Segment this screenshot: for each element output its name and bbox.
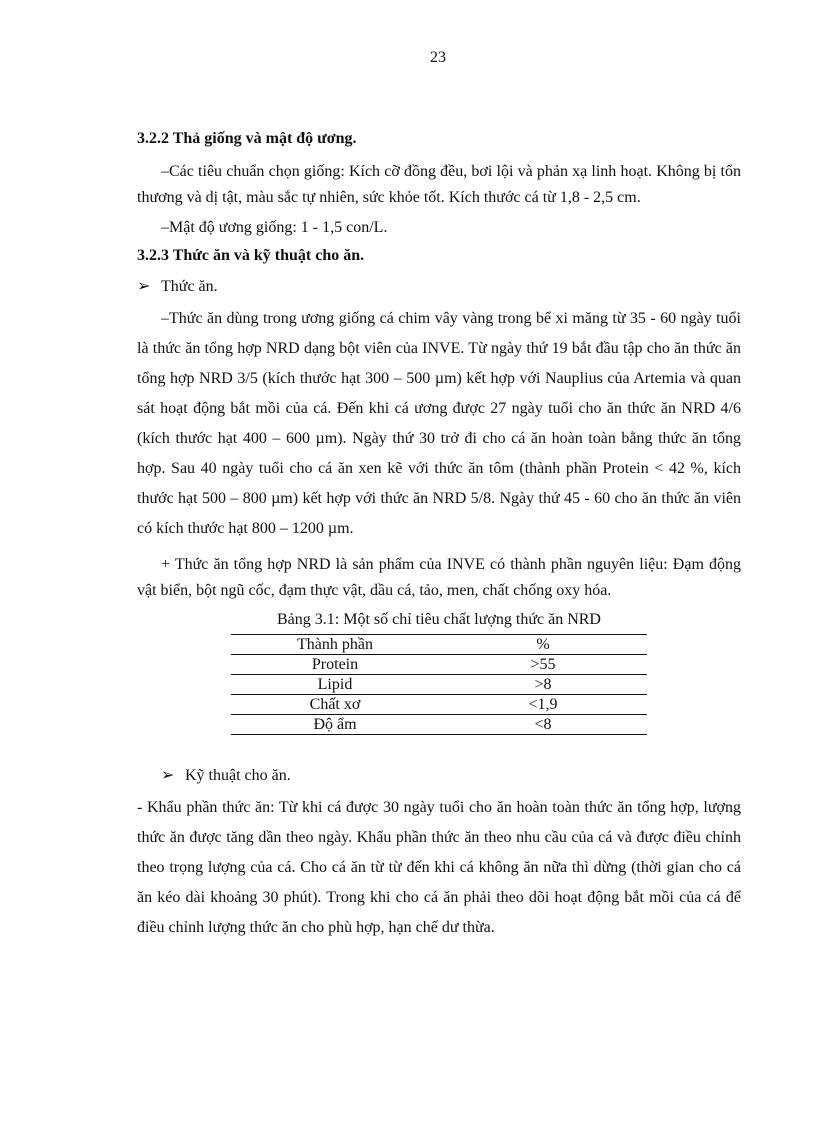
arrow-bullet-icon: ➢ bbox=[161, 767, 175, 784]
page-number: 23 bbox=[430, 49, 446, 66]
bullet-feed-label: Thức ăn. bbox=[161, 278, 218, 295]
table-cell: >8 bbox=[534, 676, 552, 693]
bullet-feeding-technique bbox=[161, 765, 741, 787]
table-cell: <1,9 bbox=[528, 696, 558, 713]
table-cell: <8 bbox=[534, 716, 552, 733]
table-header-cell: % bbox=[536, 636, 550, 653]
bullet-feed bbox=[137, 276, 741, 298]
table-row bbox=[231, 695, 647, 715]
table-cell: Độ ẩm bbox=[313, 716, 357, 733]
table-cell: Lipid bbox=[317, 676, 353, 693]
section-heading-3-2-3: 3.2.3 Thức ăn và kỹ thuật cho ăn. bbox=[137, 247, 365, 264]
table-row bbox=[231, 675, 647, 695]
nrd-quality-table bbox=[231, 634, 647, 735]
document-body bbox=[137, 128, 741, 951]
section-heading-3-2-2: 3.2.2 Thả giống và mật độ ương. bbox=[137, 130, 357, 147]
bullet-feeding-technique-label: Kỹ thuật cho ăn. bbox=[185, 767, 291, 784]
nrd-composition-paragraph: + Thức ăn tổng hợp NRD là sản phẩm của INVE có thành phần nguyên liệu: Đạm động vật biển, bột ngũ cốc, đạm thực vật, dầu cá, tảo, men, chất chống oxy hóa. bbox=[137, 556, 741, 599]
table-caption: Bảng 3.1: Một số chỉ tiêu chất lượng thức ăn NRD bbox=[277, 611, 601, 628]
feeding-ration-paragraph: - Khẩu phần thức ăn: Từ khi cá được 30 ngày tuổi cho ăn hoàn toàn thức ăn tổng hợp, lượng thức ăn được tăng dần theo ngày. Khẩu phần thức ăn theo nhu cầu của cá và được điều chỉnh theo trọng lượng của cá. Cho cá ăn từ từ đến khi cá không ăn nữa thì dừng (thời gian cho cá ăn kéo dài khoảng 30 phút). Trong khi cho cá ăn phải theo dõi hoạt động bắt mồi của cá để điều chỉnh lượng thức ăn cho phù hợp, hạn chế dư thừa. bbox=[137, 799, 741, 936]
table-row bbox=[231, 655, 647, 675]
table-header-cell: Thành phần bbox=[297, 636, 373, 653]
table-cell: >55 bbox=[530, 656, 556, 673]
table-cell: Protein bbox=[311, 656, 359, 673]
arrow-bullet-icon: ➢ bbox=[137, 278, 151, 295]
stocking-density-paragraph: –Mật độ ương giống: 1 - 1,5 con/L. bbox=[161, 219, 388, 236]
feed-paragraph: –Thức ăn dùng trong ương giống cá chim vây vàng trong bể xi măng từ 35 - 60 ngày tuổi là thức ăn tổng hợp NRD dạng bột viên của INVE. Từ ngày thứ 19 bắt đầu tập cho ăn thức ăn tổng hợp NRD 3/5 (kích thước hạt 300 – 500 µm) kết hợp với Nauplius của Artemia và quan sát hoạt động bắt mồi của cá. Đến khi cá ương được 27 ngày tuổi cho ăn thức ăn NRD 4/6 (kích thước hạt 400 – 600 µm). Ngày thứ 30 trở đi cho cá ăn hoàn toàn bằng thức ăn tổng hợp. Sau 40 ngày tuổi cho cá ăn xen kẽ với thức ăn tôm (thành phần Protein < 42 %, kích thước hạt 500 – 800 µm) kết hợp với thức ăn NRD 5/8. Ngày thứ 45 - 60 cho ăn thức ăn viên có kích thước hạt 800 – 1200 µm. bbox=[137, 310, 741, 537]
table-cell: Chất xơ bbox=[309, 696, 361, 713]
table-header-row bbox=[231, 635, 647, 655]
selection-criteria-paragraph: –Các tiêu chuẩn chọn giống: Kích cỡ đồng đều, bơi lội và phản xạ linh hoạt. Không bị tổn thương và dị tật, màu sắc tự nhiên, sức khỏe tốt. Kích thước cá từ 1,8 - 2,5 cm. bbox=[137, 163, 741, 206]
table-row bbox=[231, 715, 647, 735]
